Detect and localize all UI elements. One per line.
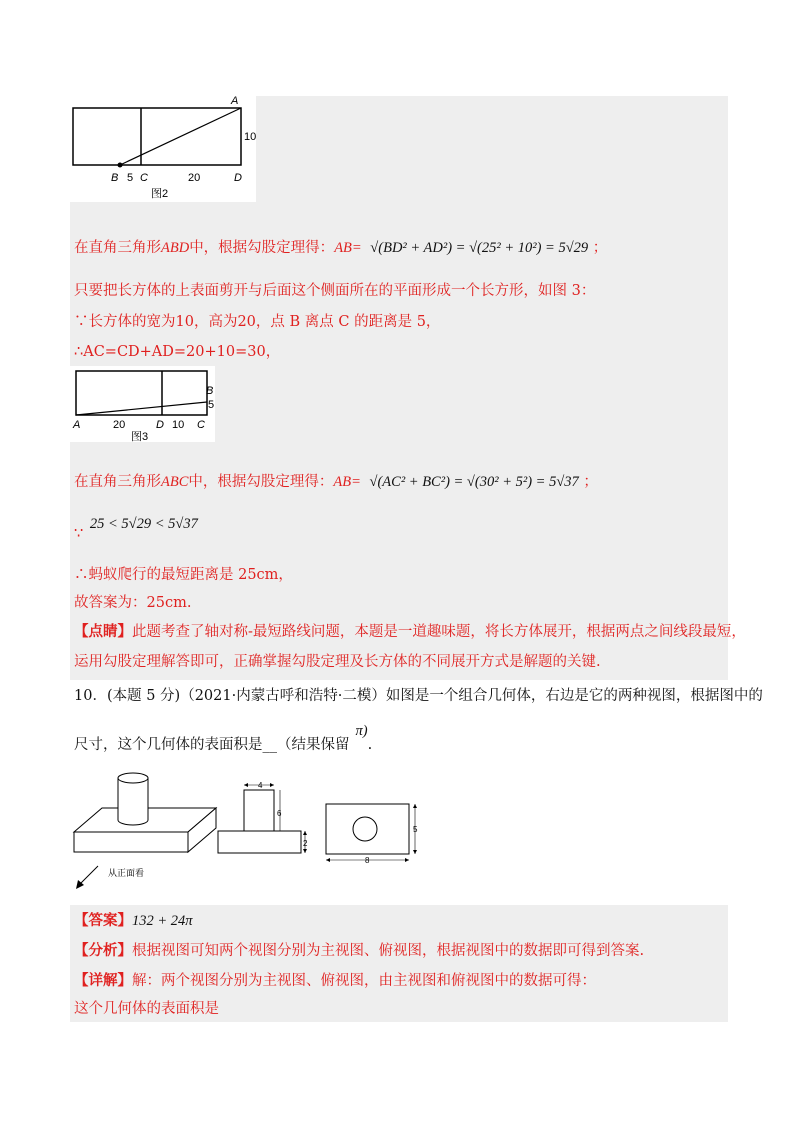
dim-4-arrow-left <box>244 783 248 787</box>
fig2-label-10: 10 <box>244 131 256 143</box>
fig3-label-b: B <box>206 385 214 397</box>
dim-2-arrow-top <box>303 831 307 835</box>
answer-tag: 【答案】 <box>74 912 132 929</box>
unfold-sentence: 只要把长方体的上表面剪开与后面这个侧面所在的平面形成一个长方形，如图 3： <box>74 283 596 299</box>
cylinder-top <box>118 773 148 783</box>
ac-sum-sentence: ∴AC=CD+AD=20+10=30， <box>74 344 281 360</box>
figure-2-diagram <box>70 96 256 202</box>
text: 中，根据勾股定理得： <box>189 240 335 256</box>
conclusion-sentence: ∴蚂蚁爬行的最短距离是 25cm， <box>74 567 293 583</box>
dim-4-arrow-right <box>270 783 274 787</box>
question-10-line-2 <box>74 723 373 755</box>
detail-text: 解：两个视图分别为主视图、俯视图，由主视图和俯视图中的数据可得： <box>132 973 596 989</box>
fig2-label-b: B <box>111 172 119 184</box>
pi-symbol: π) <box>355 723 368 739</box>
front-view-label: 从正面看 <box>108 868 145 878</box>
given-sentence: ∵长方体的宽为10，高为20，点 B 离点 C 的距离是 5， <box>74 314 441 330</box>
dim-8-label: 8 <box>365 856 370 865</box>
text: ； <box>583 474 598 490</box>
triangle-name: ABC <box>161 474 189 490</box>
analysis-text: 根据视图可知两个视图分别为主视图、俯视图，根据视图中的数据即可得到答案. <box>132 943 645 959</box>
pythagoras-abc-line <box>74 472 598 492</box>
answer-sentence: 故答案为：25cm. <box>74 595 192 611</box>
answer-value: 132 + 24π <box>132 913 193 929</box>
fig2-rectangle <box>73 108 241 165</box>
note-line-1 <box>74 622 746 642</box>
figure-2 <box>70 96 256 202</box>
question-10-line-1: 10．(本题 5 分)（2021·内蒙古呼和浩特·二模）如图是一个组合几何体，右边是它的两种视图，根据图中的 <box>74 688 763 704</box>
fig3-label-10: 10 <box>172 419 185 431</box>
dim-5-arrow-top <box>413 804 417 808</box>
top-view-circle <box>353 817 377 841</box>
note-line-2: 运用勾股定理解答即可，正确掌握勾股定理及长方体的不同展开方式是解题的关键. <box>74 654 601 670</box>
text: 中，根据勾股定理得： <box>188 474 334 490</box>
dim-8-arrow-right <box>405 858 409 862</box>
text: 在直角三角形 <box>74 474 161 490</box>
analysis-tag: 【分析】 <box>74 942 132 959</box>
text: 尺寸，这个几何体的表面积是__（结果保留 <box>74 737 350 753</box>
front-view-slab <box>218 831 301 853</box>
fig2-label-c: C <box>140 172 148 184</box>
note-tag: 【点睛】 <box>74 623 132 640</box>
formula: √(BD² + AD²) = √(25² + 10²) = 5√29 <box>370 240 589 256</box>
slab-front-face <box>74 832 188 852</box>
fig2-label-d: D <box>234 172 242 184</box>
dim-6-label: 6 <box>277 809 282 818</box>
fig3-label-a: A <box>73 419 81 431</box>
fig3-caption: 图3 <box>131 431 149 442</box>
combined-solid-figure <box>72 770 442 890</box>
comparison-line <box>74 514 198 542</box>
front-view-cylinder <box>244 790 274 831</box>
comparison-formula: 25 < 5√29 < 5√37 <box>89 516 198 532</box>
note-text: 此题考查了轴对称-最短路线问题，本题是一道趣味题，将长方体展开，根据两点之间线段最短， <box>132 624 746 640</box>
text: . <box>367 737 373 753</box>
fig3-label-d: D <box>156 419 164 431</box>
dim-5-arrow-bottom <box>413 850 417 854</box>
text: ； <box>592 240 608 256</box>
pythagoras-abd-line <box>74 238 607 258</box>
dim-8-arrow-left <box>326 858 330 862</box>
dim-5-label: 5 <box>413 825 418 834</box>
eq-lhs: AB= <box>334 240 362 256</box>
fig2-diagonal-ab <box>120 108 241 165</box>
text: 在直角三角形 <box>74 240 161 256</box>
figure-3 <box>70 366 215 442</box>
surface-area-line: 这个几何体的表面积是 <box>74 1001 219 1017</box>
figure-3-diagram <box>70 366 215 442</box>
fig3-label-20: 20 <box>113 419 126 431</box>
formula: √(AC² + BC²) = √(30² + 5²) = 5√37 <box>369 474 579 490</box>
analysis-line <box>74 941 644 961</box>
fig2-label-20: 20 <box>188 172 201 184</box>
dim-4-label: 4 <box>258 781 263 790</box>
dim-2-arrow-bottom <box>303 849 307 853</box>
fig2-caption: 图2 <box>151 188 169 200</box>
eq-lhs: AB= <box>333 474 361 490</box>
fig3-diagonal-ab <box>76 402 207 415</box>
fig3-label-5: 5 <box>208 399 215 411</box>
dim-2-label: 2 <box>303 839 308 848</box>
fig3-label-c: C <box>197 419 205 431</box>
fig2-label-a: A <box>231 96 239 107</box>
answer-line <box>74 911 193 931</box>
cylinder-body-fill <box>118 778 148 822</box>
detail-tag: 【详解】 <box>74 972 132 989</box>
triangle-name: ABD <box>161 240 190 256</box>
fig2-point-b <box>118 163 123 168</box>
fig2-label-5: 5 <box>127 172 134 184</box>
because-symbol: ∵ <box>74 526 84 542</box>
detail-line <box>74 971 596 991</box>
